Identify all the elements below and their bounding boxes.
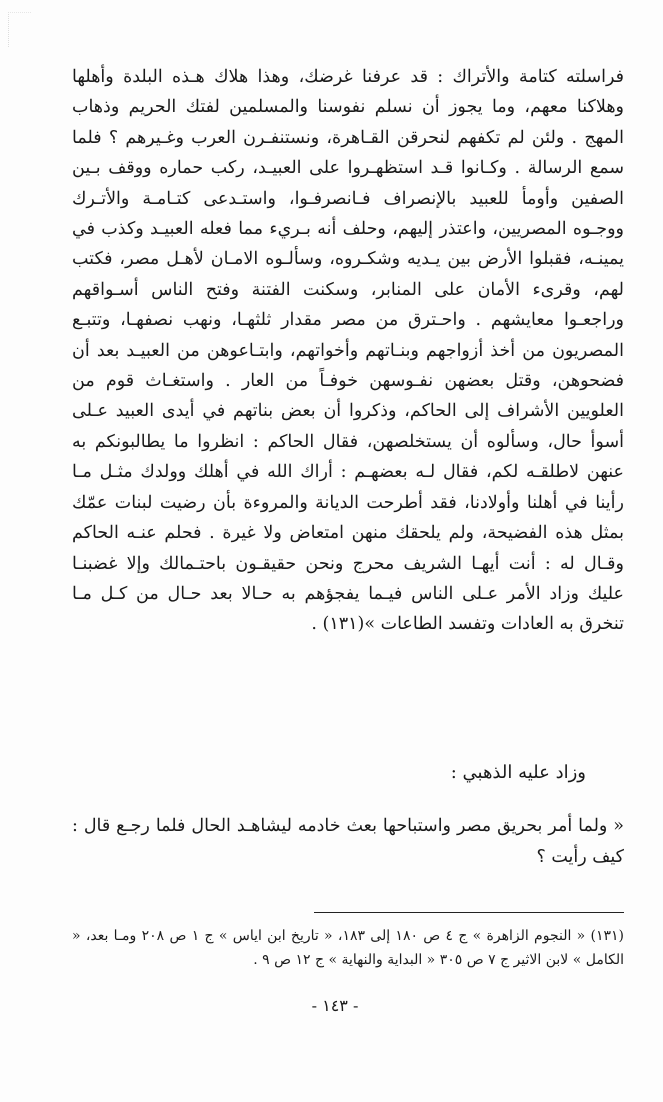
main-text-block [72,62,624,640]
footnote-131: (١٣١) « النجوم الزاهرة » ج ٤ ص ١٨٠ إلى ١٨٣، « تاريخ ابن اياس » ج ١ ص ٢٠٨ ومـا بعد، « الكامل » لابن الاثير ج ٧ ص ٣٠٥ « البداية والنهاية » ج ١٢ ص ٩ . [72,928,625,968]
page-number: - ١٤٣ - [311,996,359,1015]
body-paragraph: فراسلته كتامة والأتراك : قد عرفنا غرضك، وهذا هلاك هـذه البلدة وأهلها وهلاكنا معهم، وما يجوز أن نسلم نفوسنا والمسلمين لفتك الحريم وذهاب المهج . ولئن لم تكفهم لنحرقن القـاهرة، ونستنفـرن العرب وغـيرهم ؟ فلما سمع الرسالة . وكـانوا قـد استظهـروا على العبيـد، ركب حماره ووقف بـين الصفين وأومأ للعبيد بالإنصراف فـانصرفـوا، واستـدعى كتـامـة والأتـرك ووجـوه المصريين، واعتذر إليهم، وحلف أنه بـريء مما فعله العبيـد وكذب في يمينـه، فقبلوا الأرض بين يـديه وشكـروه، وسألـوه الامـان لأهـل مصر، فكتب لهم، وقرىء الأمان على المنابر، وسكنت الفتنة وفتح الناس أسـواقهم وراجعـوا معايشهم . واحـترق من مصر مقدار ثلثهـا، ونهب نصفهـا، وتتبـع المصريون من أخذ أزواجهم وبنـاتهم وأخواتهم، وابتـاعوهن من العبيـد بعد أن فضحوهن، وقتل بعضهن نفـوسهن خوفـاً من العار . واستغـاث قوم من العلويين الأشراف إلى الحاكم، وذكروا أن بعض بناتهم في أيدى العبيد عـلى أسوأ حال، وسألوه أن يستخلصهن، فقال الحاكم : انظروا ما يطالبونكم به عنهن لاطلقـه لكم، فقال لـه بعضهـم : أراك الله في أهلك وولدك مثـل مـا رأينا في أهلنا وأولادنا، فقد أطرحت الديانة والمروءة بأن رضيت لبنات عمّك بمثل هذه الفضيحة، ولم يلحقك منهن امتعاض ولا غيرة . فحلم عنـه الحاكم وقـال له : أنت أيهـا الشريف محرج ونحن حقيقـون باحتـمالك وإلا غضبنـا عليك وزاد الأمر عـلى الناس فيـما يفجؤهم به حـالا بعد حـال من كـل مـا تنخرق به العادات وتفسد الطاعات »(١٣١) . [72,67,624,635]
quoted-passage: « ولما أمر بحريق مصر واستباحها بعث خادمه ليشاهـد الحال فلما رجـع قال : كيف رأيت ؟ [72,816,624,867]
scan-artifact [8,12,31,47]
dhahabi-intro-line: وزاد عليه الذهبي : [450,762,586,783]
footnote-separator [314,912,624,913]
